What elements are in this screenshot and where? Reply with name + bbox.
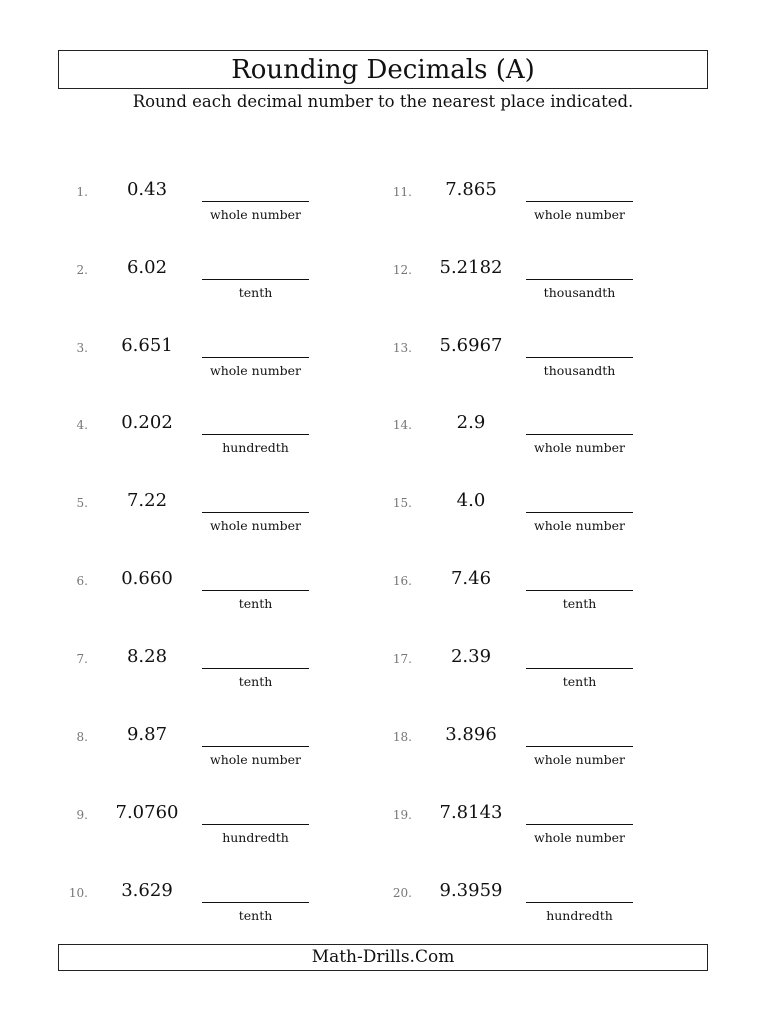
decimal-value: 7.0760 [115, 802, 179, 823]
answer-blank[interactable] [526, 279, 633, 280]
place-label: whole number [210, 518, 301, 533]
place-label: whole number [210, 363, 301, 378]
problem-number: 1. [76, 185, 88, 199]
decimal-value: 6.651 [121, 335, 173, 356]
answer-blank[interactable] [526, 746, 633, 747]
problem-number: 6. [76, 574, 88, 588]
problem-number: 18. [392, 730, 412, 744]
problem-number: 17. [392, 652, 412, 666]
answer-blank[interactable] [526, 824, 633, 825]
problem-number: 2. [76, 263, 88, 277]
answer-blank[interactable] [202, 902, 309, 903]
decimal-value: 0.43 [126, 179, 168, 200]
answer-blank[interactable] [202, 590, 309, 591]
instructions: Round each decimal number to the nearest place indicated. [132, 92, 634, 111]
answer-blank[interactable] [526, 590, 633, 591]
place-label: whole number [534, 752, 625, 767]
decimal-value: 7.8143 [439, 802, 503, 823]
answer-blank[interactable] [526, 357, 633, 358]
decimal-value: 5.6967 [439, 335, 503, 356]
problem-number: 15. [392, 496, 412, 510]
place-label: hundredth [222, 830, 289, 845]
problem-number: 13. [392, 341, 412, 355]
decimal-value: 3.629 [121, 880, 173, 901]
footer-site-name: Math-Drills.Com [311, 947, 455, 967]
problem-number: 12. [392, 263, 412, 277]
place-label: tenth [562, 674, 597, 689]
decimal-value: 7.865 [445, 179, 497, 200]
answer-blank[interactable] [202, 201, 309, 202]
worksheet-title: Rounding Decimals (A) [231, 54, 535, 85]
answer-blank[interactable] [202, 279, 309, 280]
decimal-value: 9.87 [126, 724, 168, 745]
place-label: hundredth [546, 908, 613, 923]
place-label: tenth [238, 285, 273, 300]
answer-blank[interactable] [526, 668, 633, 669]
decimal-value: 5.2182 [439, 257, 503, 278]
place-label: whole number [534, 518, 625, 533]
decimal-value: 0.660 [121, 568, 173, 589]
place-label: whole number [534, 207, 625, 222]
decimal-value: 2.9 [456, 412, 486, 433]
problem-number: 3. [76, 341, 88, 355]
place-label: whole number [534, 440, 625, 455]
problem-number: 16. [392, 574, 412, 588]
place-label: thousandth [543, 285, 616, 300]
decimal-value: 9.3959 [439, 880, 503, 901]
decimal-value: 0.202 [121, 412, 173, 433]
answer-blank[interactable] [526, 902, 633, 903]
problem-number: 8. [76, 730, 88, 744]
problem-number: 20. [392, 886, 412, 900]
place-label: whole number [210, 752, 301, 767]
answer-blank[interactable] [526, 201, 633, 202]
answer-blank[interactable] [202, 357, 309, 358]
answer-blank[interactable] [202, 746, 309, 747]
place-label: hundredth [222, 440, 289, 455]
problem-number: 10. [68, 886, 88, 900]
answer-blank[interactable] [202, 668, 309, 669]
decimal-value: 8.28 [126, 646, 168, 667]
place-label: tenth [562, 596, 597, 611]
problem-number: 19. [392, 808, 412, 822]
place-label: thousandth [543, 363, 616, 378]
problem-number: 7. [76, 652, 88, 666]
decimal-value: 3.896 [445, 724, 497, 745]
problem-number: 9. [76, 808, 88, 822]
answer-blank[interactable] [202, 434, 309, 435]
place-label: whole number [210, 207, 301, 222]
answer-blank[interactable] [202, 824, 309, 825]
place-label: tenth [238, 596, 273, 611]
problem-number: 5. [76, 496, 88, 510]
problem-number: 4. [76, 418, 88, 432]
decimal-value: 7.46 [450, 568, 492, 589]
place-label: tenth [238, 674, 273, 689]
footer-box [58, 944, 708, 971]
answer-blank[interactable] [202, 512, 309, 513]
problem-number: 11. [392, 185, 412, 199]
answer-blank[interactable] [526, 512, 633, 513]
decimal-value: 4.0 [456, 490, 486, 511]
place-label: whole number [534, 830, 625, 845]
answer-blank[interactable] [526, 434, 633, 435]
title-box [58, 50, 708, 89]
place-label: tenth [238, 908, 273, 923]
decimal-value: 6.02 [126, 257, 168, 278]
decimal-value: 2.39 [450, 646, 492, 667]
problem-number: 14. [392, 418, 412, 432]
decimal-value: 7.22 [126, 490, 168, 511]
